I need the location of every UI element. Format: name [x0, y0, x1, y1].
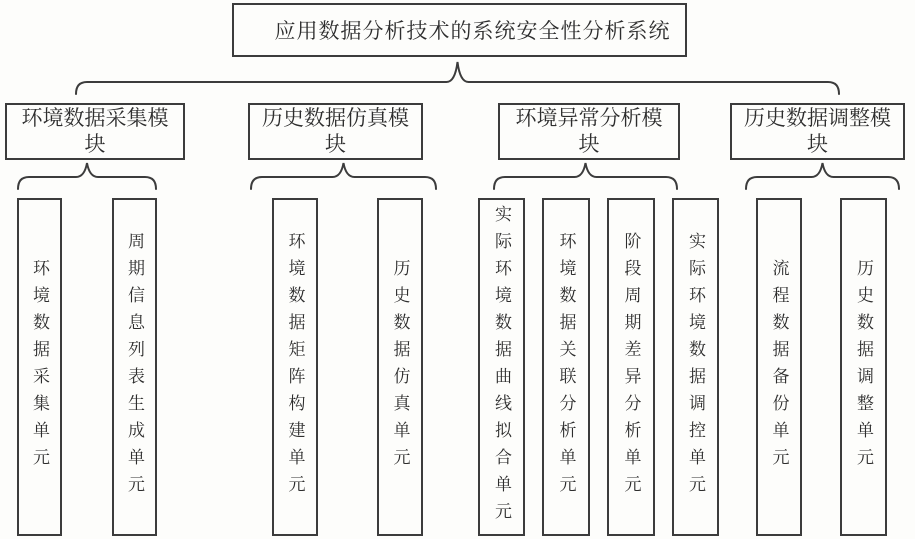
unit-label-env-data-collection: 环境数据采集单元: [30, 259, 49, 475]
module-box-history-data-simulation: [248, 103, 423, 160]
unit-label-actual-env-data-regulation: 实际环境数据调控单元: [686, 232, 705, 502]
unit-label-period-info-list-generation: 周期信息列表生成单元: [125, 232, 144, 502]
unit-box-env-data-correlation-analysis: [542, 198, 590, 536]
unit-label-process-data-backup: 流程数据备份单元: [769, 259, 789, 475]
unit-label-history-data-simulation: 历史数据仿真单元: [390, 259, 410, 475]
module-box-history-data-adjustment: [730, 103, 905, 160]
root-system-title: 应用数据分析技术的系统安全性分析系统: [274, 20, 671, 43]
unit-label-stage-period-difference-analysis: 阶段周期差异分析单元: [621, 232, 641, 502]
module-label-env-data-collection: 环境数据采集模块: [21, 106, 169, 156]
unit-label-actual-env-data-curve-fitting: 实际环境数据曲线拟合单元: [492, 205, 511, 529]
brace-history-data-adjustment: [745, 161, 900, 191]
brace-env-data-collection: [17, 161, 157, 191]
unit-box-period-info-list-generation: [112, 198, 157, 536]
module-box-env-anomaly-analysis: [498, 103, 680, 160]
module-label-env-anomaly-analysis: 环境异常分析模块: [515, 106, 663, 156]
unit-box-actual-env-data-regulation: [672, 198, 719, 536]
unit-box-env-data-collection: [17, 198, 62, 536]
unit-box-env-data-matrix-construction: [272, 198, 318, 536]
unit-box-history-data-simulation: [377, 198, 423, 536]
module-label-history-data-adjustment: 历史数据调整模块: [744, 106, 891, 156]
root-brace: [75, 60, 840, 96]
unit-label-history-data-adjustment: 历史数据调整单元: [854, 259, 873, 475]
unit-box-actual-env-data-curve-fitting: [478, 198, 525, 536]
unit-label-env-data-correlation-analysis: 环境数据关联分析单元: [556, 232, 576, 502]
root-system-box: [232, 3, 687, 57]
unit-box-stage-period-difference-analysis: [607, 198, 655, 536]
brace-env-anomaly-analysis: [493, 161, 678, 191]
brace-history-data-simulation: [250, 161, 437, 191]
unit-box-history-data-adjustment: [840, 198, 887, 536]
unit-box-process-data-backup: [756, 198, 802, 536]
module-box-env-data-collection: [5, 103, 185, 160]
module-label-history-data-simulation: 历史数据仿真模块: [262, 106, 409, 156]
unit-label-env-data-matrix-construction: 环境数据矩阵构建单元: [285, 232, 305, 502]
